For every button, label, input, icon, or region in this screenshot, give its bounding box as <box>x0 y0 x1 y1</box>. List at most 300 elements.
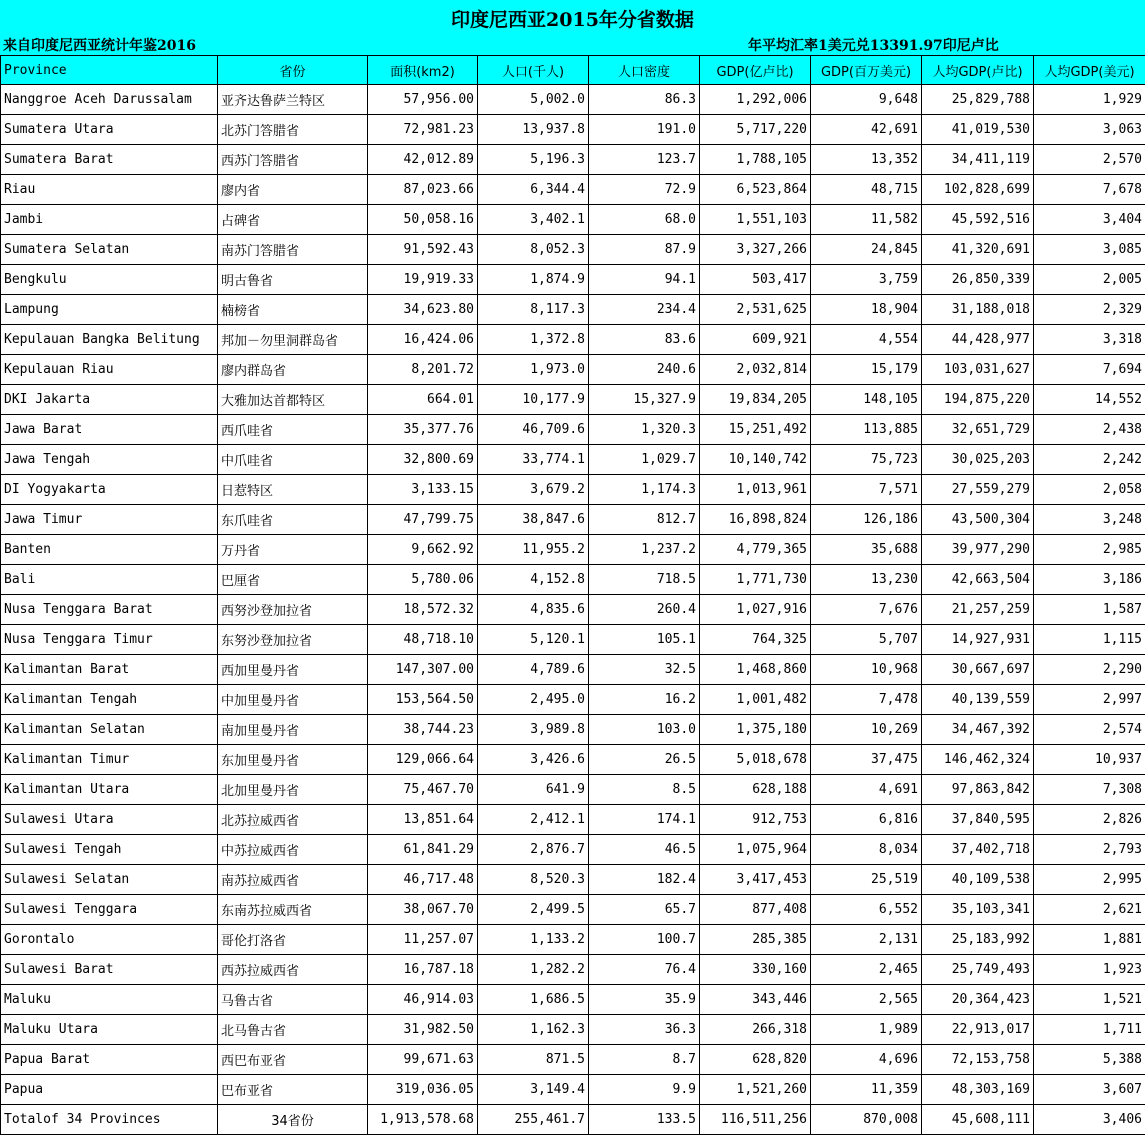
cell-gdp-per-capita-usd[interactable]: 1,929 <box>1034 85 1145 115</box>
cell-gdp-usd[interactable]: 11,582 <box>811 205 922 235</box>
cell-density[interactable]: 1,320.3 <box>589 415 700 445</box>
cell-density[interactable]: 35.9 <box>589 985 700 1015</box>
cell-gdp-idr[interactable]: 1,521,260 <box>700 1075 811 1105</box>
cell-gdp-idr[interactable]: 266,318 <box>700 1015 811 1045</box>
cell-gdp-usd[interactable]: 2,131 <box>811 925 922 955</box>
cell-population[interactable]: 3,402.1 <box>478 205 589 235</box>
cell-density[interactable]: 87.9 <box>589 235 700 265</box>
cell-province-cn[interactable]: 明古鲁省 <box>218 265 368 295</box>
cell-province[interactable]: Nusa Tenggara Timur <box>1 625 218 655</box>
cell-gdp-usd[interactable]: 4,554 <box>811 325 922 355</box>
cell-gdp-per-capita-idr[interactable]: 27,559,279 <box>922 475 1034 505</box>
cell-density[interactable]: 8.5 <box>589 775 700 805</box>
cell-province-cn[interactable]: 34省份 <box>218 1105 368 1135</box>
cell-gdp-per-capita-usd[interactable]: 7,694 <box>1034 355 1145 385</box>
cell-area[interactable]: 42,012.89 <box>368 145 478 175</box>
cell-province-cn[interactable]: 哥伦打洛省 <box>218 925 368 955</box>
cell-population[interactable]: 4,152.8 <box>478 565 589 595</box>
cell-gdp-idr[interactable]: 628,188 <box>700 775 811 805</box>
cell-population[interactable]: 1,686.5 <box>478 985 589 1015</box>
cell-province[interactable]: Sulawesi Tengah <box>1 835 218 865</box>
cell-population[interactable]: 1,372.8 <box>478 325 589 355</box>
cell-gdp-idr[interactable]: 1,027,916 <box>700 595 811 625</box>
cell-province[interactable]: Sulawesi Tenggara <box>1 895 218 925</box>
cell-population[interactable]: 8,520.3 <box>478 865 589 895</box>
exchange-rate-note[interactable]: 年平均汇率1美元兑13391.97印尼卢比 <box>748 38 999 54</box>
cell-area[interactable]: 91,592.43 <box>368 235 478 265</box>
cell-population[interactable]: 46,709.6 <box>478 415 589 445</box>
cell-density[interactable]: 83.6 <box>589 325 700 355</box>
header-population[interactable]: 人口(千人) <box>478 56 589 85</box>
cell-province[interactable]: Bali <box>1 565 218 595</box>
cell-gdp-usd[interactable]: 13,352 <box>811 145 922 175</box>
cell-gdp-per-capita-idr[interactable]: 37,402,718 <box>922 835 1034 865</box>
cell-gdp-idr[interactable]: 912,753 <box>700 805 811 835</box>
cell-province-cn[interactable]: 廖内群岛省 <box>218 355 368 385</box>
cell-area[interactable]: 664.01 <box>368 385 478 415</box>
cell-gdp-usd[interactable]: 5,707 <box>811 625 922 655</box>
cell-gdp-per-capita-idr[interactable]: 103,031,627 <box>922 355 1034 385</box>
cell-area[interactable]: 38,744.23 <box>368 715 478 745</box>
cell-gdp-per-capita-idr[interactable]: 146,462,324 <box>922 745 1034 775</box>
cell-province-cn[interactable]: 亚齐达鲁萨兰特区 <box>218 85 368 115</box>
cell-province-cn[interactable]: 巴布亚省 <box>218 1075 368 1105</box>
cell-area[interactable]: 38,067.70 <box>368 895 478 925</box>
cell-gdp-per-capita-idr[interactable]: 97,863,842 <box>922 775 1034 805</box>
cell-population[interactable]: 3,989.8 <box>478 715 589 745</box>
cell-density[interactable]: 191.0 <box>589 115 700 145</box>
cell-density[interactable]: 812.7 <box>589 505 700 535</box>
cell-province-cn[interactable]: 西加里曼丹省 <box>218 655 368 685</box>
cell-population[interactable]: 1,973.0 <box>478 355 589 385</box>
cell-density[interactable]: 86.3 <box>589 85 700 115</box>
cell-gdp-usd[interactable]: 7,676 <box>811 595 922 625</box>
cell-gdp-per-capita-idr[interactable]: 44,428,977 <box>922 325 1034 355</box>
cell-province-cn[interactable]: 占碑省 <box>218 205 368 235</box>
cell-gdp-idr[interactable]: 116,511,256 <box>700 1105 811 1135</box>
cell-gdp-per-capita-usd[interactable]: 1,587 <box>1034 595 1145 625</box>
header-gdp-usd[interactable]: GDP(百万美元) <box>811 56 922 85</box>
cell-gdp-per-capita-usd[interactable]: 2,574 <box>1034 715 1145 745</box>
cell-gdp-idr[interactable]: 877,408 <box>700 895 811 925</box>
cell-density[interactable]: 26.5 <box>589 745 700 775</box>
cell-gdp-idr[interactable]: 1,292,006 <box>700 85 811 115</box>
cell-gdp-idr[interactable]: 3,417,453 <box>700 865 811 895</box>
cell-gdp-idr[interactable]: 764,325 <box>700 625 811 655</box>
cell-gdp-idr[interactable]: 2,531,625 <box>700 295 811 325</box>
cell-gdp-per-capita-usd[interactable]: 3,063 <box>1034 115 1145 145</box>
cell-province-cn[interactable]: 楠榜省 <box>218 295 368 325</box>
header-density[interactable]: 人口密度 <box>589 56 700 85</box>
cell-gdp-per-capita-usd[interactable]: 2,793 <box>1034 835 1145 865</box>
cell-area[interactable]: 1,913,578.68 <box>368 1105 478 1135</box>
header-area[interactable]: 面积(km2) <box>368 56 478 85</box>
cell-gdp-per-capita-usd[interactable]: 2,290 <box>1034 655 1145 685</box>
cell-gdp-per-capita-idr[interactable]: 42,663,504 <box>922 565 1034 595</box>
cell-area[interactable]: 31,982.50 <box>368 1015 478 1045</box>
cell-province-cn[interactable]: 北苏门答腊省 <box>218 115 368 145</box>
cell-area[interactable]: 99,671.63 <box>368 1045 478 1075</box>
cell-area[interactable]: 87,023.66 <box>368 175 478 205</box>
cell-gdp-per-capita-usd[interactable]: 2,826 <box>1034 805 1145 835</box>
cell-province[interactable]: Kalimantan Timur <box>1 745 218 775</box>
cell-gdp-per-capita-usd[interactable]: 10,937 <box>1034 745 1145 775</box>
cell-gdp-usd[interactable]: 113,885 <box>811 415 922 445</box>
cell-gdp-per-capita-usd[interactable]: 2,621 <box>1034 895 1145 925</box>
cell-province-cn[interactable]: 西巴布亚省 <box>218 1045 368 1075</box>
cell-gdp-usd[interactable]: 9,648 <box>811 85 922 115</box>
header-gdp-per-capita-usd[interactable]: 人均GDP(美元) <box>1034 56 1145 85</box>
cell-province[interactable]: Papua Barat <box>1 1045 218 1075</box>
cell-population[interactable]: 5,196.3 <box>478 145 589 175</box>
cell-province-cn[interactable]: 东南苏拉威西省 <box>218 895 368 925</box>
cell-province[interactable]: Jawa Barat <box>1 415 218 445</box>
cell-province[interactable]: Bengkulu <box>1 265 218 295</box>
cell-province-cn[interactable]: 东加里曼丹省 <box>218 745 368 775</box>
cell-gdp-per-capita-idr[interactable]: 22,913,017 <box>922 1015 1034 1045</box>
cell-area[interactable]: 47,799.75 <box>368 505 478 535</box>
cell-province-cn[interactable]: 中爪哇省 <box>218 445 368 475</box>
cell-province[interactable]: Maluku <box>1 985 218 1015</box>
cell-gdp-idr[interactable]: 1,468,860 <box>700 655 811 685</box>
sheet-title[interactable]: 印度尼西亚2015年分省数据 <box>451 9 694 31</box>
cell-gdp-per-capita-usd[interactable]: 1,881 <box>1034 925 1145 955</box>
cell-density[interactable]: 133.5 <box>589 1105 700 1135</box>
cell-area[interactable]: 46,914.03 <box>368 985 478 1015</box>
cell-area[interactable]: 50,058.16 <box>368 205 478 235</box>
header-province-cn[interactable]: 省份 <box>218 56 368 85</box>
cell-area[interactable]: 16,787.18 <box>368 955 478 985</box>
cell-gdp-per-capita-usd[interactable]: 3,607 <box>1034 1075 1145 1105</box>
cell-density[interactable]: 174.1 <box>589 805 700 835</box>
cell-area[interactable]: 19,919.33 <box>368 265 478 295</box>
cell-province[interactable]: Lampung <box>1 295 218 325</box>
cell-population[interactable]: 13,937.8 <box>478 115 589 145</box>
cell-gdp-idr[interactable]: 1,001,482 <box>700 685 811 715</box>
cell-population[interactable]: 8,117.3 <box>478 295 589 325</box>
cell-gdp-usd[interactable]: 15,179 <box>811 355 922 385</box>
cell-province[interactable]: DKI Jakarta <box>1 385 218 415</box>
cell-area[interactable]: 75,467.70 <box>368 775 478 805</box>
cell-gdp-per-capita-usd[interactable]: 2,005 <box>1034 265 1145 295</box>
cell-gdp-per-capita-idr[interactable]: 41,320,691 <box>922 235 1034 265</box>
cell-population[interactable]: 38,847.6 <box>478 505 589 535</box>
cell-gdp-idr[interactable]: 6,523,864 <box>700 175 811 205</box>
cell-gdp-per-capita-idr[interactable]: 48,303,169 <box>922 1075 1034 1105</box>
cell-gdp-idr[interactable]: 1,013,961 <box>700 475 811 505</box>
cell-province-cn[interactable]: 东努沙登加拉省 <box>218 625 368 655</box>
cell-province[interactable]: Sulawesi Utara <box>1 805 218 835</box>
cell-density[interactable]: 15,327.9 <box>589 385 700 415</box>
source-note[interactable]: 来自印度尼西亚统计年鉴2016 <box>3 38 196 54</box>
cell-gdp-idr[interactable]: 15,251,492 <box>700 415 811 445</box>
cell-gdp-per-capita-usd[interactable]: 14,552 <box>1034 385 1145 415</box>
cell-province[interactable]: Maluku Utara <box>1 1015 218 1045</box>
header-province[interactable]: Province <box>1 56 218 85</box>
cell-gdp-usd[interactable]: 10,968 <box>811 655 922 685</box>
cell-area[interactable]: 57,956.00 <box>368 85 478 115</box>
cell-gdp-per-capita-idr[interactable]: 45,608,111 <box>922 1105 1034 1135</box>
cell-province-cn[interactable]: 邦加－勿里洞群岛省 <box>218 325 368 355</box>
cell-gdp-per-capita-idr[interactable]: 30,667,697 <box>922 655 1034 685</box>
cell-province-cn[interactable]: 万丹省 <box>218 535 368 565</box>
cell-density[interactable]: 123.7 <box>589 145 700 175</box>
cell-gdp-idr[interactable]: 628,820 <box>700 1045 811 1075</box>
cell-gdp-per-capita-usd[interactable]: 7,678 <box>1034 175 1145 205</box>
cell-population[interactable]: 641.9 <box>478 775 589 805</box>
cell-gdp-usd[interactable]: 25,519 <box>811 865 922 895</box>
cell-gdp-idr[interactable]: 10,140,742 <box>700 445 811 475</box>
cell-gdp-per-capita-usd[interactable]: 3,186 <box>1034 565 1145 595</box>
cell-density[interactable]: 1,174.3 <box>589 475 700 505</box>
cell-density[interactable]: 68.0 <box>589 205 700 235</box>
cell-area[interactable]: 129,066.64 <box>368 745 478 775</box>
cell-area[interactable]: 16,424.06 <box>368 325 478 355</box>
cell-area[interactable]: 3,133.15 <box>368 475 478 505</box>
cell-gdp-per-capita-idr[interactable]: 25,749,493 <box>922 955 1034 985</box>
cell-province[interactable]: Sumatera Selatan <box>1 235 218 265</box>
cell-province-cn[interactable]: 北马鲁古省 <box>218 1015 368 1045</box>
cell-gdp-per-capita-idr[interactable]: 34,411,119 <box>922 145 1034 175</box>
cell-province[interactable]: Sulawesi Barat <box>1 955 218 985</box>
cell-gdp-usd[interactable]: 7,571 <box>811 475 922 505</box>
cell-gdp-idr[interactable]: 1,551,103 <box>700 205 811 235</box>
cell-gdp-per-capita-usd[interactable]: 3,248 <box>1034 505 1145 535</box>
cell-province-cn[interactable]: 西爪哇省 <box>218 415 368 445</box>
cell-province-cn[interactable]: 南苏门答腊省 <box>218 235 368 265</box>
cell-province[interactable]: Kalimantan Tengah <box>1 685 218 715</box>
cell-gdp-per-capita-idr[interactable]: 194,875,220 <box>922 385 1034 415</box>
cell-province-cn[interactable]: 北苏拉威西省 <box>218 805 368 835</box>
cell-density[interactable]: 32.5 <box>589 655 700 685</box>
cell-gdp-per-capita-idr[interactable]: 34,467,392 <box>922 715 1034 745</box>
cell-density[interactable]: 240.6 <box>589 355 700 385</box>
cell-province-cn[interactable]: 中苏拉威西省 <box>218 835 368 865</box>
cell-province[interactable]: Papua <box>1 1075 218 1105</box>
cell-gdp-per-capita-usd[interactable]: 3,085 <box>1034 235 1145 265</box>
cell-gdp-per-capita-idr[interactable]: 25,183,992 <box>922 925 1034 955</box>
cell-population[interactable]: 33,774.1 <box>478 445 589 475</box>
cell-province[interactable]: DI Yogyakarta <box>1 475 218 505</box>
cell-gdp-per-capita-idr[interactable]: 26,850,339 <box>922 265 1034 295</box>
cell-gdp-per-capita-usd[interactable]: 2,058 <box>1034 475 1145 505</box>
cell-density[interactable]: 72.9 <box>589 175 700 205</box>
cell-province[interactable]: Gorontalo <box>1 925 218 955</box>
cell-population[interactable]: 5,002.0 <box>478 85 589 115</box>
cell-gdp-per-capita-idr[interactable]: 20,364,423 <box>922 985 1034 1015</box>
cell-province[interactable]: Jawa Tengah <box>1 445 218 475</box>
cell-gdp-per-capita-usd[interactable]: 2,997 <box>1034 685 1145 715</box>
cell-density[interactable]: 718.5 <box>589 565 700 595</box>
cell-province[interactable]: Sumatera Barat <box>1 145 218 175</box>
cell-gdp-usd[interactable]: 8,034 <box>811 835 922 865</box>
cell-population[interactable]: 11,955.2 <box>478 535 589 565</box>
cell-gdp-per-capita-idr[interactable]: 72,153,758 <box>922 1045 1034 1075</box>
cell-gdp-per-capita-usd[interactable]: 5,388 <box>1034 1045 1145 1075</box>
cell-gdp-idr[interactable]: 1,771,730 <box>700 565 811 595</box>
cell-gdp-per-capita-usd[interactable]: 7,308 <box>1034 775 1145 805</box>
cell-province[interactable]: Kalimantan Barat <box>1 655 218 685</box>
cell-gdp-usd[interactable]: 7,478 <box>811 685 922 715</box>
cell-gdp-usd[interactable]: 4,691 <box>811 775 922 805</box>
cell-gdp-usd[interactable]: 2,465 <box>811 955 922 985</box>
cell-gdp-usd[interactable]: 75,723 <box>811 445 922 475</box>
cell-province-cn[interactable]: 西苏拉威西省 <box>218 955 368 985</box>
cell-gdp-per-capita-idr[interactable]: 37,840,595 <box>922 805 1034 835</box>
cell-gdp-per-capita-idr[interactable]: 45,592,516 <box>922 205 1034 235</box>
cell-gdp-idr[interactable]: 4,779,365 <box>700 535 811 565</box>
cell-area[interactable]: 8,201.72 <box>368 355 478 385</box>
cell-gdp-idr[interactable]: 19,834,205 <box>700 385 811 415</box>
cell-gdp-idr[interactable]: 1,075,964 <box>700 835 811 865</box>
cell-gdp-per-capita-idr[interactable]: 40,109,538 <box>922 865 1034 895</box>
cell-gdp-usd[interactable]: 18,904 <box>811 295 922 325</box>
cell-gdp-usd[interactable]: 6,816 <box>811 805 922 835</box>
cell-gdp-idr[interactable]: 16,898,824 <box>700 505 811 535</box>
cell-population[interactable]: 5,120.1 <box>478 625 589 655</box>
cell-population[interactable]: 3,679.2 <box>478 475 589 505</box>
cell-area[interactable]: 48,718.10 <box>368 625 478 655</box>
cell-gdp-per-capita-usd[interactable]: 2,985 <box>1034 535 1145 565</box>
cell-population[interactable]: 2,412.1 <box>478 805 589 835</box>
cell-gdp-per-capita-idr[interactable]: 25,829,788 <box>922 85 1034 115</box>
cell-gdp-per-capita-usd[interactable]: 2,242 <box>1034 445 1145 475</box>
cell-gdp-usd[interactable]: 870,008 <box>811 1105 922 1135</box>
cell-province-cn[interactable]: 西努沙登加拉省 <box>218 595 368 625</box>
cell-population[interactable]: 255,461.7 <box>478 1105 589 1135</box>
cell-province-cn[interactable]: 东爪哇省 <box>218 505 368 535</box>
cell-population[interactable]: 2,495.0 <box>478 685 589 715</box>
cell-gdp-idr[interactable]: 330,160 <box>700 955 811 985</box>
cell-province-cn[interactable]: 西苏门答腊省 <box>218 145 368 175</box>
cell-population[interactable]: 4,789.6 <box>478 655 589 685</box>
cell-gdp-per-capita-idr[interactable]: 40,139,559 <box>922 685 1034 715</box>
cell-population[interactable]: 1,162.3 <box>478 1015 589 1045</box>
cell-province[interactable]: Kalimantan Selatan <box>1 715 218 745</box>
cell-area[interactable]: 9,662.92 <box>368 535 478 565</box>
cell-gdp-usd[interactable]: 2,565 <box>811 985 922 1015</box>
cell-gdp-usd[interactable]: 3,759 <box>811 265 922 295</box>
cell-province-cn[interactable]: 南加里曼丹省 <box>218 715 368 745</box>
cell-province-cn[interactable]: 马鲁古省 <box>218 985 368 1015</box>
cell-gdp-usd[interactable]: 35,688 <box>811 535 922 565</box>
cell-gdp-idr[interactable]: 1,788,105 <box>700 145 811 175</box>
cell-province[interactable]: Banten <box>1 535 218 565</box>
cell-population[interactable]: 6,344.4 <box>478 175 589 205</box>
cell-gdp-per-capita-usd[interactable]: 2,438 <box>1034 415 1145 445</box>
cell-density[interactable]: 105.1 <box>589 625 700 655</box>
cell-density[interactable]: 182.4 <box>589 865 700 895</box>
cell-gdp-usd[interactable]: 4,696 <box>811 1045 922 1075</box>
cell-density[interactable]: 36.3 <box>589 1015 700 1045</box>
cell-gdp-idr[interactable]: 503,417 <box>700 265 811 295</box>
cell-density[interactable]: 100.7 <box>589 925 700 955</box>
cell-gdp-idr[interactable]: 3,327,266 <box>700 235 811 265</box>
cell-area[interactable]: 153,564.50 <box>368 685 478 715</box>
cell-area[interactable]: 5,780.06 <box>368 565 478 595</box>
cell-gdp-usd[interactable]: 126,186 <box>811 505 922 535</box>
cell-gdp-usd[interactable]: 42,691 <box>811 115 922 145</box>
cell-province[interactable]: Jambi <box>1 205 218 235</box>
cell-area[interactable]: 46,717.48 <box>368 865 478 895</box>
cell-density[interactable]: 8.7 <box>589 1045 700 1075</box>
cell-province[interactable]: Nanggroe Aceh Darussalam <box>1 85 218 115</box>
cell-population[interactable]: 871.5 <box>478 1045 589 1075</box>
cell-gdp-usd[interactable]: 1,989 <box>811 1015 922 1045</box>
cell-province-cn[interactable]: 日惹特区 <box>218 475 368 505</box>
cell-gdp-idr[interactable]: 609,921 <box>700 325 811 355</box>
cell-density[interactable]: 46.5 <box>589 835 700 865</box>
cell-density[interactable]: 9.9 <box>589 1075 700 1105</box>
cell-gdp-per-capita-idr[interactable]: 102,828,699 <box>922 175 1034 205</box>
cell-province[interactable]: Nusa Tenggara Barat <box>1 595 218 625</box>
cell-gdp-per-capita-usd[interactable]: 1,923 <box>1034 955 1145 985</box>
cell-gdp-idr[interactable]: 285,385 <box>700 925 811 955</box>
cell-gdp-per-capita-usd[interactable]: 1,521 <box>1034 985 1145 1015</box>
header-gdp-per-capita-idr[interactable]: 人均GDP(卢比) <box>922 56 1034 85</box>
cell-gdp-idr[interactable]: 5,717,220 <box>700 115 811 145</box>
cell-area[interactable]: 34,623.80 <box>368 295 478 325</box>
cell-gdp-per-capita-usd[interactable]: 2,995 <box>1034 865 1145 895</box>
cell-gdp-per-capita-idr[interactable]: 30,025,203 <box>922 445 1034 475</box>
header-gdp-idr[interactable]: GDP(亿卢比) <box>700 56 811 85</box>
cell-gdp-per-capita-idr[interactable]: 14,927,931 <box>922 625 1034 655</box>
cell-province[interactable]: Sumatera Utara <box>1 115 218 145</box>
cell-density[interactable]: 103.0 <box>589 715 700 745</box>
cell-province-cn[interactable]: 廖内省 <box>218 175 368 205</box>
cell-gdp-per-capita-idr[interactable]: 39,977,290 <box>922 535 1034 565</box>
cell-gdp-per-capita-usd[interactable]: 3,404 <box>1034 205 1145 235</box>
cell-population[interactable]: 10,177.9 <box>478 385 589 415</box>
cell-area[interactable]: 11,257.07 <box>368 925 478 955</box>
cell-gdp-per-capita-usd[interactable]: 2,570 <box>1034 145 1145 175</box>
cell-density[interactable]: 16.2 <box>589 685 700 715</box>
cell-gdp-per-capita-idr[interactable]: 31,188,018 <box>922 295 1034 325</box>
cell-population[interactable]: 2,876.7 <box>478 835 589 865</box>
cell-density[interactable]: 65.7 <box>589 895 700 925</box>
cell-gdp-per-capita-usd[interactable]: 2,329 <box>1034 295 1145 325</box>
cell-density[interactable]: 260.4 <box>589 595 700 625</box>
cell-density[interactable]: 76.4 <box>589 955 700 985</box>
cell-gdp-usd[interactable]: 6,552 <box>811 895 922 925</box>
cell-gdp-usd[interactable]: 11,359 <box>811 1075 922 1105</box>
cell-gdp-per-capita-idr[interactable]: 32,651,729 <box>922 415 1034 445</box>
cell-area[interactable]: 319,036.05 <box>368 1075 478 1105</box>
cell-population[interactable]: 4,835.6 <box>478 595 589 625</box>
cell-area[interactable]: 147,307.00 <box>368 655 478 685</box>
cell-province-cn[interactable]: 大雅加达首都特区 <box>218 385 368 415</box>
cell-area[interactable]: 61,841.29 <box>368 835 478 865</box>
cell-province[interactable]: Totalof 34 Provinces <box>1 1105 218 1135</box>
cell-gdp-usd[interactable]: 148,105 <box>811 385 922 415</box>
cell-province[interactable]: Riau <box>1 175 218 205</box>
cell-gdp-per-capita-idr[interactable]: 41,019,530 <box>922 115 1034 145</box>
cell-area[interactable]: 18,572.32 <box>368 595 478 625</box>
cell-gdp-idr[interactable]: 1,375,180 <box>700 715 811 745</box>
cell-area[interactable]: 35,377.76 <box>368 415 478 445</box>
cell-gdp-idr[interactable]: 2,032,814 <box>700 355 811 385</box>
cell-province-cn[interactable]: 中加里曼丹省 <box>218 685 368 715</box>
cell-population[interactable]: 1,133.2 <box>478 925 589 955</box>
cell-gdp-usd[interactable]: 13,230 <box>811 565 922 595</box>
cell-population[interactable]: 3,149.4 <box>478 1075 589 1105</box>
cell-density[interactable]: 94.1 <box>589 265 700 295</box>
cell-province-cn[interactable]: 北加里曼丹省 <box>218 775 368 805</box>
cell-gdp-per-capita-usd[interactable]: 3,406 <box>1034 1105 1145 1135</box>
cell-province[interactable]: Sulawesi Selatan <box>1 865 218 895</box>
cell-population[interactable]: 8,052.3 <box>478 235 589 265</box>
cell-province[interactable]: Kepulauan Riau <box>1 355 218 385</box>
